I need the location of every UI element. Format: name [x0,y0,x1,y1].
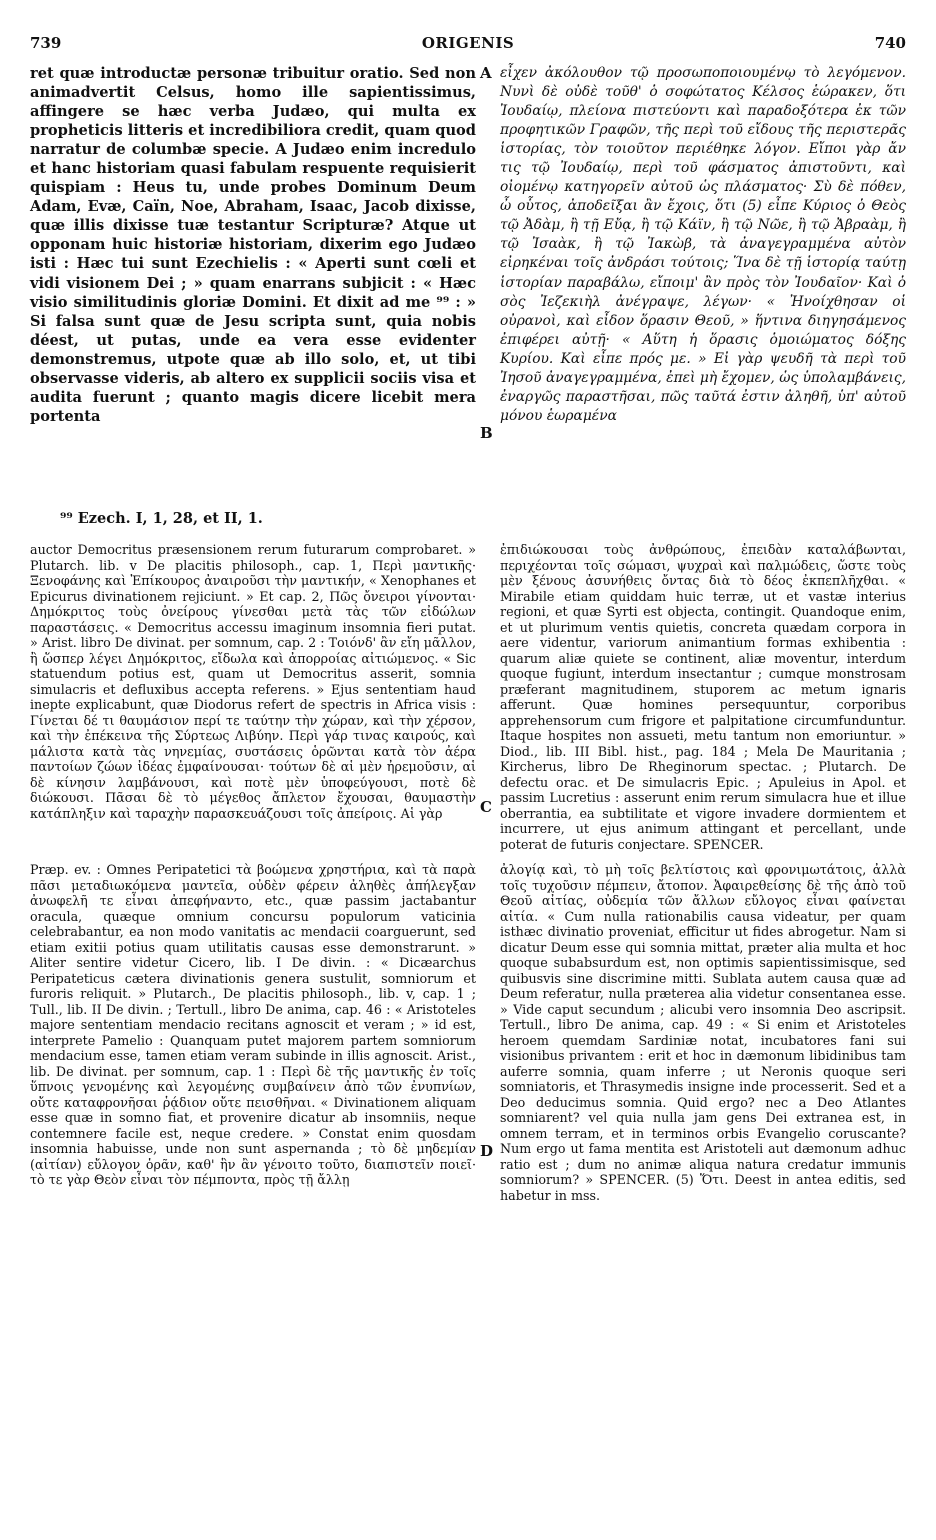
notes-left-block-2: Præp. ev. : Omnes Peripatetici τὰ βοώμενα χρηστήρια, καὶ τὰ παρὰ πᾶσι μεταδιωκόμενα μαντεῖα, οὐδὲν φέρειν ἀληθὲς ἀπήλεγξαν ἀνωφελῆ τε εἶναι ἀπεφήναντο, etc., quæ passim jactabantur oracula, quæque omnium concursu populorum vaticinia celebrabantur, ea non modo vanitatis ac mendacii coarguerunt, sed etiam exitii potius quam utilitatis causas esse demonstrarunt. » Aliter sentire videtur Cicero, lib. I De divin. : « Dicæarchus Peripateticus cætera divinationis genera sustulit, somniorum et furoris reliquit. » Plutarch., De placitis philosoph., lib. v, cap. 1 ; Tull., lib. II De divin. ; Tertull., libro De anima, cap. 46 : « Aristoteles majore sententiam mendacio recitans agnoscit et veram ; » id est, interprete Pamelio : Quanquam putet majorem partem somniorum mendacium esse, tamen etiam veram subinde in illis agnoscit. Arist., lib. De divinat. per somnum, cap. 1 : Περὶ δὲ τῆς μαντικῆς ἐν τοῖς ὕπνοις γενομένης καὶ λεγομένης συμβαίνειν ἀπὸ τῶν ἐνυπνίων, οὔτε καταφρονῆσαι ῥᾴδιον οὔτε πεισθῆναι. « Divinationem aliquam esse quæ in somno fiat, et provenire dicatur ab insomniis, neque contemnere facile est, neque credere. » Constat enim quosdam insomnia habuisse, unde non sunt aspernanda ; τὸ δὲ μηδεμίαν (αἰτίαν) εὔλογον ὁρᾶν, καθ' ἣν ἂν γένοιτο τοῦτο, διαπιστεῖν ποιεῖ· τὸ τε γὰρ Θεὸν εἶναι τὸν πέμποντα, πρὸς τῇ ἄλλῃ [30,862,476,1187]
margin-letter-d: D [480,1142,494,1160]
margin-letter-b: B [480,424,493,442]
notes-left-block-1: auctor Democritus præsensionem rerum futurarum comprobaret. » Plutarch. lib. v De placitis philosoph., cap. 1, Περὶ μαντικῆς· Ξενοφάνης καὶ Ἐπίκουρος ἀναιροῦσι τὴν μαντικήν, « Xenophanes et Epicurus divinationem rejiciunt. » Et cap. 2, Πῶς ὄνειροι γίνονται· Δημόκριτος τοὺς ὀνείρους γίνεσθαι μετὰ τὰς τῶν εἰδώλων παραστάσεις. « Democritus accessu imaginum insomnia fieri putat. » Arist. libro De divinat. per somnum, cap. 2 : Τοιόνδ' ἂν εἴη μᾶλλον, ἢ ὥσπερ λέγει Δημόκριτος, εἴδωλα καὶ ἀπορροίας αἰτιώμενος. « Sic statuendum potius est, quam ut Democritus asserit, somnia simulacris et defluxibus accepta referens. » Ejus sententiam haud inepte explicabunt, quæ Diodorus refert de spectris in Africa visis : Γίνεται δέ τι θαυμάσιον περί τε ταύτην τὴν χώραν, καὶ τὴν χέρσον, καὶ τὴν ἐπέκεινα τῆς Σύρτεως Λιβύην. Περὶ γάρ τινας καιρούς, καὶ μάλιστα κατὰ τὰς νηνεμίας, συστάσεις ὁρῶνται κατὰ τὸν ἀέρα παντοίων ζώων ἰδέας ἐμφαίνουσαι· τούτων δὲ αἱ μὲν ἠρεμοῦσιν, αἱ δὲ κίνησιν λαμβάνουσι, καὶ ποτὲ μὲν ὑποφεύγουσι, ποτὲ δὲ διώκουσι. Πᾶσαι δὲ τὸ μέγεθος ἄπλετον ἔχουσαι, θαυμαστὴν κατάπληξιν καὶ ταραχὴν παρασκευάζουσι τοῖς ἀπείροις. Αἱ γὰρ [30,542,476,821]
margin-letter-a: A [480,64,492,82]
page-number-right: 740 [874,34,906,52]
notes-right-block-2: ἀλογίᾳ καὶ, τὸ μὴ τοῖς βελτίστοις καὶ φρονιμωτάτοις, ἀλλὰ τοῖς τυχοῦσιν πέμπειν, ἄτοπον. Ἀφαιρεθείσης δὲ τῆς ἀπὸ τοῦ Θεοῦ αἰτίας, οὐδεμία τῶν ἄλλων εὔλογος εἶναι φαίνεται αἰτία. « Cum nulla rationabilis causa videatur, per quam isthæc divinatio proveniat, efficitur ut fides abrogetur. Nam si dicatur Deum esse qui somnia mittat, præter alia multa et hoc quoque subabsurdum est, non optimis sapientissimisque, sed quibusvis sine discrimine mitti. Sublata autem causa quæ ad Deum referatur, nulla præterea alia videtur consentanea esse. » Vide caput secundum ; alicubi vero insomnia Deo ascripsit. Tertull., libro De anima, cap. 49 : « Si enim et Aristoteles heroem quemdam Sardiniæ notat, incubatores fani sui visionibus privantem : erit et hoc in dæmonum libidinibus tam auferre somnia, quam inferre ; ut Neronis quoque seri somniatoris, et Thrasymedis insigne inde processerit. Sed et a Deo deducimus somnia. Quid ergo? nec a Deo Atlantes somniarent? vel quia nulla jam gens Dei extranea est, in omnem terram, et in terminos orbis Evangelio coruscante? Num ergo ut fama mentita est Aristoteli aut dæmonum adhuc ratio est ; dum no animæ aliqua natura credatur immunis somniorum? » SPENCER. (5) Ὅτι. Deest in antea editis, sed habetur in mss. [500,862,906,1203]
margin-letter-c: C [480,798,492,816]
main-latin-column: ret quæ introductæ personæ tribuitur oratio. Sed non animadvertit Celsus, homo ille sapientissimus, affingere se hæc verba Judæo, qui multa ex propheticis litteris et incredibiliora credit, quam quod narratur de columbæ specie. A Judæo enim incredulo et hanc historiam quasi fabulam respuente requisierit quispiam : Heus tu, unde probes Dominum Deum Adam, Evæ, Caïn, Noe, Abraham, Isaac, Jacob dixisse, quæ illis dixisse tuæ testantur Scripturæ? Atque ut opponam huic historiæ historiam, dixerim ego Judæo isti : Hæc tui sunt Ezechielis : « Aperti sunt cœli et vidi visionem Dei ; » quam enarrans subjicit : « Hæc visio similitudinis gloriæ Domini. Et dixit ad me ⁹⁹ : » Si falsa sunt quæ de Jesu scripta sunt, quia nobis déest, ut putas, unde ea vera esse evidenter demonstremus, utpote quæ ab illo solo, et, ut tibi observasse videris, ab altero ex supplicii sociis visa et audita fuerunt ; quanto magis dicere licebit mera portenta [30,65,476,425]
notes-right-block-1: ἐπιδιώκουσαι τοὺς ἀνθρώπους, ἐπειδὰν καταλάβωνται, περιχέονται τοῖς σώμασι, ψυχραὶ καὶ παλμώδεις, ὥστε τοὺς μὲν ξένους ἀσυνήθεις ὄντας διὰ τὸ δέος ἐκπεπλῆχθαι. « Mirabile etiam quiddam huic terræ, ut et vastæ interius regioni, et quæ Syrti est objecta, contingit. Quandoque enim, et ut plurimum ventis quietis, concreta quædam corpora in aere videntur, variorum animantium formas exhibentia : quarum aliæ quiete se continent, aliæ moventur, interdum quoque fugiunt, interdum insectantur ; cumque monstrosam præferant magnitudinem, stuporem ac metum ignaris afferunt. Quæ homines persequuntur, corporibus apprehensorum cum frigore et palpitatione circumfunduntur. Itaque hospites non assueti, metu tantum non emoriuntur. » Diod., lib. III Bibl. hist., pag. 184 ; Mela De Mauritania ; Kircherus, libro De Rheginorum spectac. ; Plutarch. De defectu orac. et De simulacris Epic. ; Apuleius in Apol. et passim Lucretius : asserunt enim rerum simulacra hue et illue oberrantia, ea subtilitate et vigore invadere dormientem et incurrere, ut ejus animum attingant et percellant, unde poterat de futuris conjectare. SPENCER. [500,542,906,852]
running-title: ORIGENIS [421,34,515,52]
page-header [30,34,906,58]
page-number-left: 739 [30,34,62,52]
footnote: ⁹⁹ Ezech. I, 1, 28, et II, 1. [60,510,263,527]
main-greek-column: εἶχεν ἀκόλουθον τῷ προσωποποιουμένῳ τὸ λεγόμενον. Νυνὶ δὲ οὐδὲ τοῦθ' ὁ σοφώτατος Κέλσος ἑώρακεν, ὅτι Ἰουδαίῳ, πλείονα πιστεύοντι καὶ παραδοξότερα ἐκ τῶν προφητικῶν Γραφῶν, τῆς περὶ τοῦ εἴδους τῆς περιστερᾶς ἱστορίας, τὸν τοιοῦτον περιέθηκε λόγον. Εἴποι γὰρ ἄν τις τῷ Ἰουδαίῳ, περὶ τοῦ φάσματος ἀπιστοῦντι, καὶ οἰομένῳ κατηγορεῖν αὐτοῦ ὡς πλάσματος· Σὺ δὲ πόθεν, ὦ οὗτος, ἀποδεῖξαι ἂν ἔχοις, ὅτι (5) εἶπε Κύριος ὁ Θεὸς τῷ Ἀδὰμ, ἢ τῇ Εὔᾳ, ἢ τῷ Κάϊν, ἢ τῷ Νῶε, ἢ τῷ Ἀβραὰμ, ἢ τῷ Ἰσαὰκ, ἢ τῷ Ἰακὼβ, τὰ ἀναγεγραμμένα αὐτὸν εἰρηκέναι τοῖς ἀνδράσι τούτοις; Ἵνα δὲ τῇ ἱστορίᾳ ταύτῃ ἱστορίαν παραβάλω, εἴποιμ' ἂν πρὸς τὸν Ἰουδαῖον· Καὶ ὁ σὸς Ἰεζεκιὴλ ἀνέγραψε, λέγων· « Ἠνοίχθησαν οἱ οὐρανοὶ, καὶ εἶδον ὅρασιν Θεοῦ, » ἥντινα διηγησάμενος ἐπιφέρει αὐτῇ· « Αὕτη ἡ ὅρασις ὁμοιώματος δόξης Κυρίου. Καὶ εἶπε πρός με. » Εἰ γὰρ ψευδῆ τὰ περὶ τοῦ Ἰησοῦ ἀναγεγραμμένα, ἐπεὶ μὴ ἔχομεν, ὡς ὑπολαμβάνεις, ἐναργῶς παραστῆσαι, πῶς ταῦτά ἐστιν ἀληθῆ, ὑπ' αὐτοῦ μόνου ἑωραμένα [500,65,906,424]
